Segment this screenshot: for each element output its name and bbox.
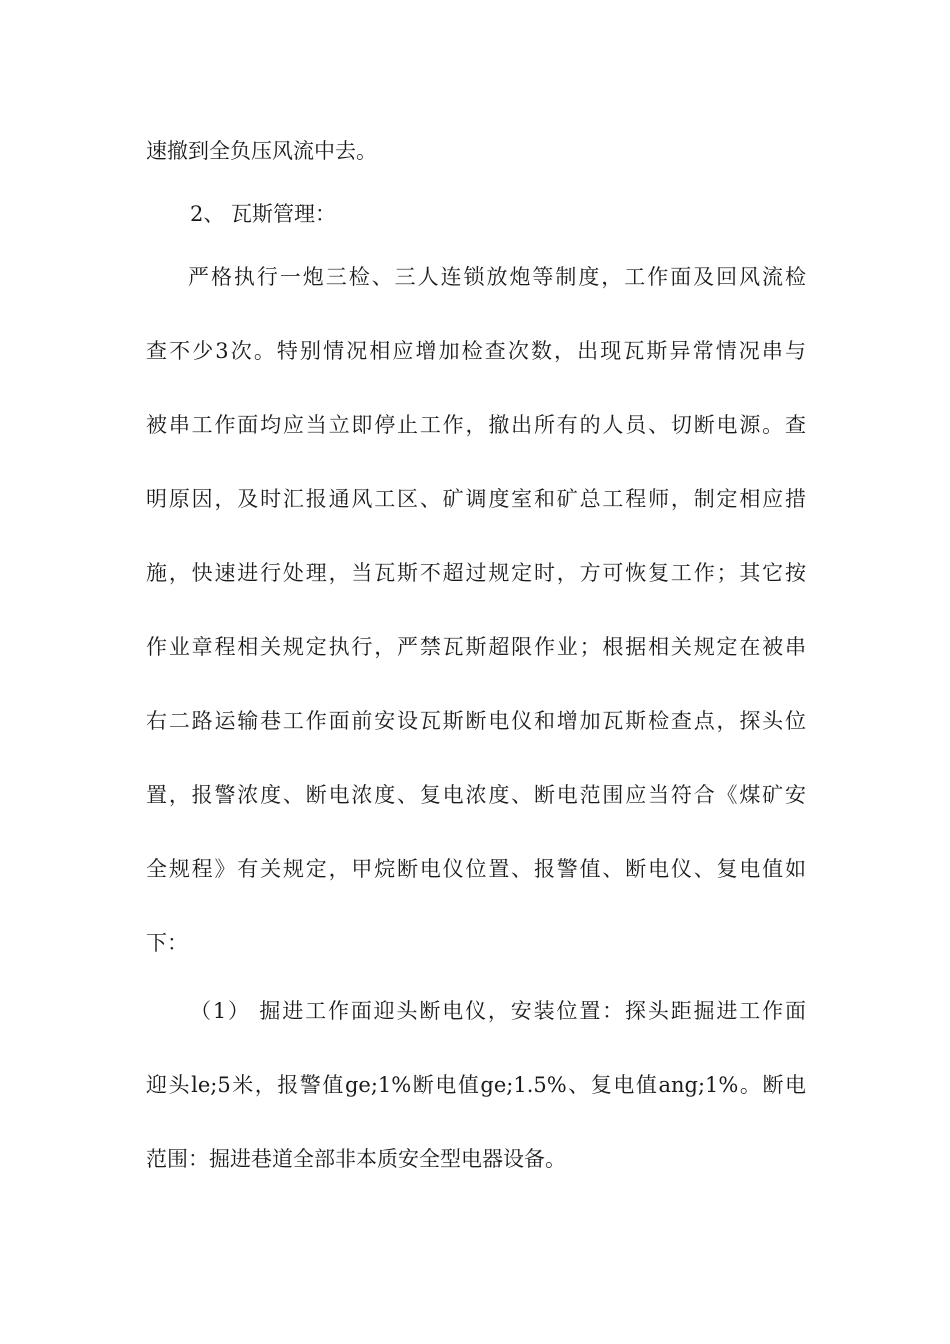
paragraph-line: 明原因，及时汇报通风工区、矿调度室和矿总工程师，制定相应措 (146, 487, 806, 511)
list-item-1-line: （1） 掘进工作面迎头断电仪，安装位置：探头距掘进工作面 (190, 999, 806, 1023)
paragraph-line: 置，报警浓度、断电浓度、复电浓度、断电范围应当符合《煤矿安 (146, 783, 806, 807)
paragraph-line: 严格执行一炮三检、三人连锁放炮等制度，工作面及回风流检 (188, 265, 806, 289)
paragraph-line: 迎头le;5米，报警值ge;1%断电值ge;1.5%、复电值ang;1%。断电 (146, 1073, 806, 1097)
paragraph-line: 全规程》有关规定，甲烷断电仪位置、报警值、断电仪、复电值如 (146, 857, 806, 881)
paragraph-line: 作业章程相关规定执行，严禁瓦斯超限作业；根据相关规定在被串 (146, 635, 806, 659)
paragraph-line-end: 下： (146, 931, 188, 955)
paragraph-line: 施，快速进行处理，当瓦斯不超过规定时，方可恢复工作；其它按 (146, 561, 806, 585)
paragraph-line: 右二路运输巷工作面前安设瓦斯断电仪和增加瓦斯检查点，探头位 (146, 709, 806, 733)
paragraph-line-end: 范围：掘进巷道全部非本质安全型电器设备。 (146, 1147, 566, 1171)
paragraph-line: 查不少3次。特别情况相应增加检查次数，出现瓦斯异常情况串与 (146, 339, 806, 363)
paragraph-line-continuation: 速撤到全负压风流中去。 (146, 139, 377, 163)
section-heading-gas-management: 2、 瓦斯管理： (190, 202, 337, 226)
paragraph-line: 被串工作面均应当立即停止工作，撤出所有的人员、切断电源。查 (146, 413, 806, 437)
